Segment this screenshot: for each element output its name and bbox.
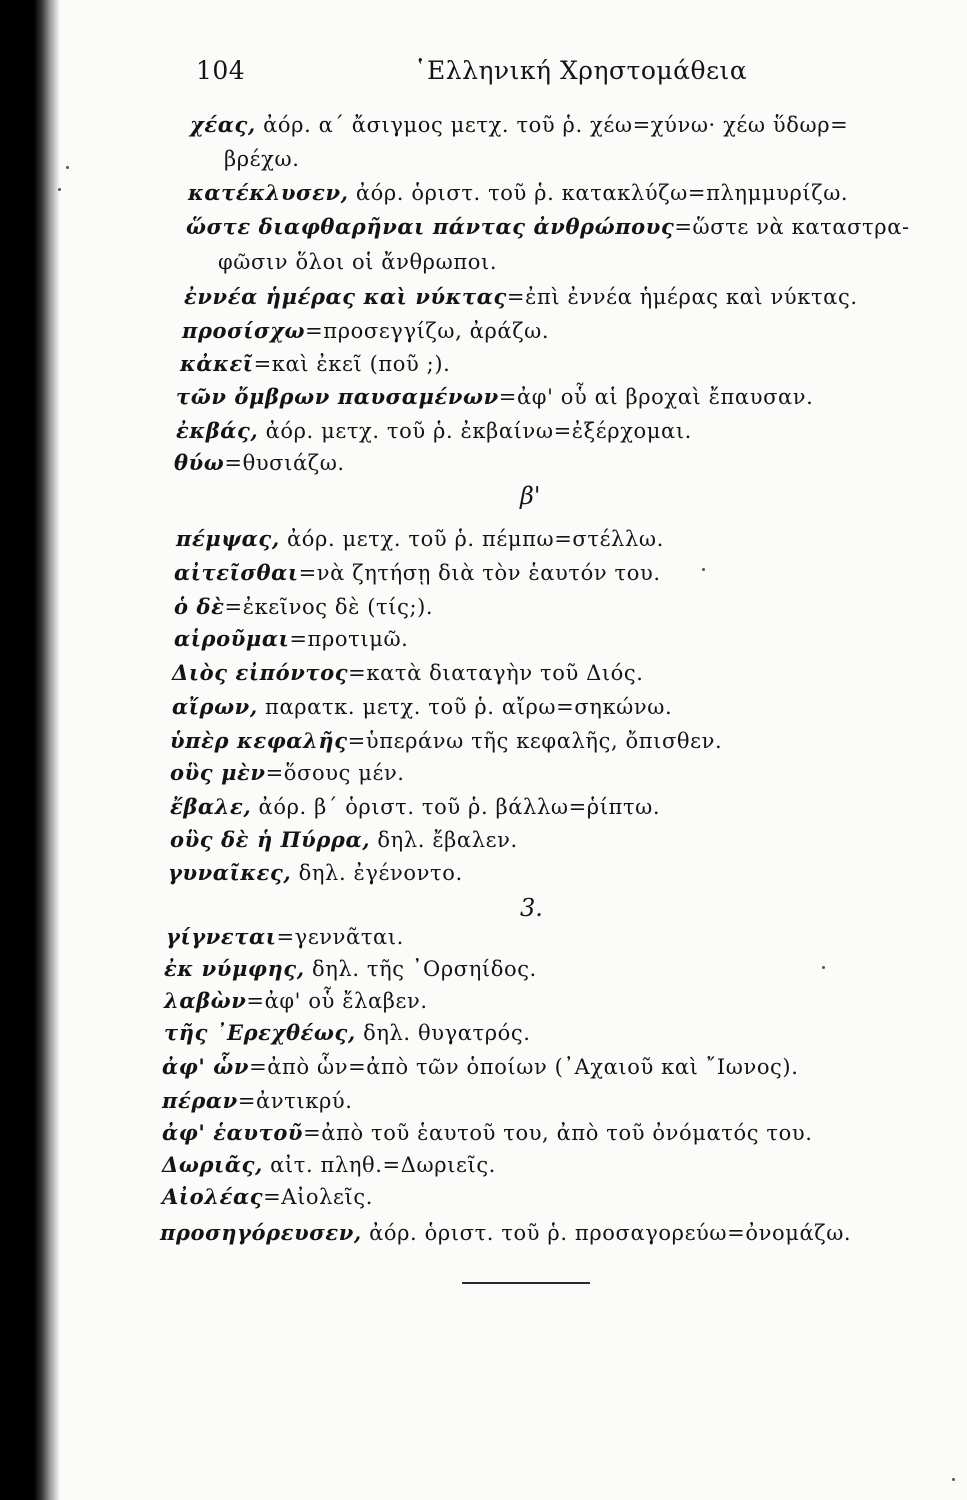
gloss-term: κἀκεῖ (180, 351, 254, 376)
gloss-definition: δηλ. ἐγένοντο. (291, 861, 463, 885)
gloss-definition: =ἀφ' οὗ αἱ βροχαὶ ἔπαυσαν. (498, 385, 814, 409)
gloss-line (162, 1184, 373, 1209)
gloss-line (176, 418, 692, 443)
gloss-line (170, 794, 660, 819)
gloss-definition: ἀόρ. ὁριστ. τοῦ ῥ. προσαγορεύω=ὀνομάζω. (361, 1221, 852, 1245)
gloss-term: ἐκβάς, (176, 418, 259, 443)
gloss-line (170, 760, 405, 785)
gloss-term: αἰτεῖσθαι (174, 560, 299, 585)
gloss-term: οὓς μὲν (170, 760, 266, 785)
gloss-definition: =ὥστε νὰ καταστρα- (674, 215, 910, 239)
gloss-definition: =ἀπὸ τοῦ ἑαυτοῦ του, ἀπὸ τοῦ ὀνόματός του. (303, 1121, 813, 1145)
gloss-term: ὥστε διαφθαρῆναι πάντας ἀνθρώπους (186, 214, 675, 239)
gloss-line (180, 351, 450, 376)
gloss-line (174, 626, 408, 651)
gloss-line (166, 924, 404, 949)
gloss-definition: =ἀφ' οὗ ἔλαβεν. (246, 989, 428, 1013)
gloss-line (170, 728, 722, 753)
gloss-term: λαβὼν (164, 988, 247, 1013)
gloss-definition: δηλ. ἔβαλεν. (370, 828, 518, 852)
gloss-line (174, 560, 661, 585)
gloss-line (176, 384, 813, 409)
gloss-term: προσίσχω (182, 318, 306, 343)
scan-binding-shadow (0, 0, 60, 1500)
gloss-term: ἔβαλε, (170, 794, 252, 819)
gloss-term: αἱροῦμαι (174, 626, 290, 651)
gloss-term: ὁ δὲ (174, 594, 225, 619)
gloss-term: Διὸς εἰπόντος (172, 660, 349, 685)
gloss-term: τῶν ὄμβρων παυσαμένων (176, 384, 499, 409)
scan-speck (58, 188, 61, 191)
gloss-line (164, 956, 537, 981)
gloss-term: θύω (174, 450, 225, 475)
gloss-definition: =καὶ ἐκεῖ (ποῦ ;). (253, 352, 451, 376)
page-number: 104 (196, 56, 246, 85)
gloss-definition: αἰτ. πληθ.=Δωριεῖς. (262, 1153, 496, 1177)
gloss-definition: ἀόρ. ὁριστ. τοῦ ῥ. κατακλύζω=πλημμυρίζω. (348, 181, 849, 205)
gloss-definition: =ἀπὸ ὧν=ἀπὸ τῶν ὁποίων (᾿Αχαιοῦ καὶ ῎Ιωνος). (249, 1055, 799, 1079)
section-heading-three: 3. (520, 894, 543, 922)
gloss-line (164, 988, 428, 1013)
running-title: ῾Ελληνική Χρηστομάθεια (414, 56, 748, 85)
gloss-definition: =ὅσους μέν. (265, 761, 405, 785)
gloss-term: γυναῖκες, (168, 860, 292, 885)
gloss-definition: =ἀντικρύ. (237, 1089, 353, 1113)
gloss-term: ἐκ νύμφης, (164, 956, 305, 981)
gloss-definition: ἀόρ. μετχ. τοῦ ῥ. ἐκβαίνω=ἐξέρχομαι. (258, 419, 692, 443)
gloss-line (176, 526, 664, 551)
gloss-line (164, 1020, 531, 1045)
gloss-term: Αἰολέας (162, 1184, 264, 1209)
gloss-definition: =νὰ ζητήσῃ διὰ τὸν ἑαυτόν του. (298, 561, 661, 585)
gloss-definition: ἀόρ. α΄ ἄσιγμος μετχ. τοῦ ῥ. χέω=χύνω· χέω ὕδωρ= (255, 113, 849, 137)
gloss-definition: ἀόρ. β΄ ὁριστ. τοῦ ῥ. βάλλω=ῥίπτω. (251, 795, 661, 819)
gloss-line (182, 318, 549, 343)
page-header (196, 56, 756, 92)
gloss-term: οὓς δὲ ἡ Πύρρα, (170, 827, 371, 852)
gloss-line (170, 827, 518, 852)
gloss-term: Δωριᾶς, (162, 1152, 263, 1177)
gloss-definition: =θυσιάζω. (224, 451, 345, 475)
scan-speck (66, 166, 69, 169)
gloss-definition: =γεννᾶται. (276, 925, 404, 949)
gloss-definition: =προτιμῶ. (289, 627, 409, 651)
gloss-line (172, 660, 644, 685)
gloss-definition: παρατκ. μετχ. τοῦ ῥ. αἴρω=σηκώνω. (257, 695, 673, 719)
gloss-definition: =ὑπεράνω τῆς κεφαλῆς, ὄπισθεν. (347, 729, 723, 753)
gloss-line (160, 1220, 851, 1245)
section-heading-beta: β' (520, 482, 541, 510)
gloss-term: ἐννέα ἡμέρας καὶ νύκτας (184, 284, 507, 309)
gloss-line (162, 1054, 799, 1079)
gloss-term: αἴρων, (172, 694, 258, 719)
gloss-definition: =ἐπὶ ἐννέα ἡμέρας καὶ νύκτας. (506, 285, 858, 309)
end-rule (462, 1282, 590, 1284)
gloss-line (172, 694, 672, 719)
gloss-definition: =προσεγγίζω, ἀράζω. (305, 319, 550, 343)
gloss-line (188, 180, 848, 205)
gloss-line (162, 1088, 353, 1113)
gloss-term: ὑπὲρ κεφαλῆς (170, 728, 348, 753)
gloss-line (224, 146, 300, 171)
gloss-term: χέας, (190, 112, 256, 137)
gloss-line (186, 214, 910, 239)
gloss-line (190, 112, 848, 137)
scan-speck (702, 568, 705, 571)
gloss-line (174, 450, 345, 475)
scan-speck (952, 1478, 955, 1481)
gloss-line (162, 1120, 813, 1145)
gloss-line (168, 860, 463, 885)
gloss-term: ἀφ' ὧν (162, 1054, 250, 1079)
gloss-term: προσηγόρευσεν, (160, 1220, 362, 1245)
gloss-definition: ἀόρ. μετχ. τοῦ ῥ. πέμπω=στέλλω. (279, 527, 664, 551)
gloss-definition: =Αἰολεῖς. (263, 1185, 374, 1209)
gloss-line (162, 1152, 496, 1177)
gloss-term: κατέκλυσεν, (188, 180, 349, 205)
gloss-term: πέραν (162, 1088, 238, 1113)
gloss-definition: =κατὰ διαταγὴν τοῦ Διός. (348, 661, 644, 685)
gloss-line (218, 249, 497, 274)
gloss-term: πέμψας, (176, 526, 280, 551)
gloss-definition: δηλ. τῆς ᾿Ορσηίδος. (304, 957, 537, 981)
gloss-term: γίγνεται (166, 924, 277, 949)
gloss-line (184, 284, 858, 309)
gloss-definition: φῶσιν ὅλοι οἱ ἄνθρωποι. (218, 250, 498, 274)
gloss-definition: βρέχω. (224, 147, 300, 171)
gloss-term: τῆς ᾿Ερεχθέως, (164, 1020, 356, 1045)
scan-speck (822, 966, 825, 969)
gloss-definition: δηλ. θυγατρός. (355, 1021, 531, 1045)
gloss-term: ἀφ' ἑαυτοῦ (162, 1120, 304, 1145)
gloss-definition: =ἐκεῖνος δὲ (τίς;). (224, 595, 434, 619)
gloss-line (174, 594, 433, 619)
